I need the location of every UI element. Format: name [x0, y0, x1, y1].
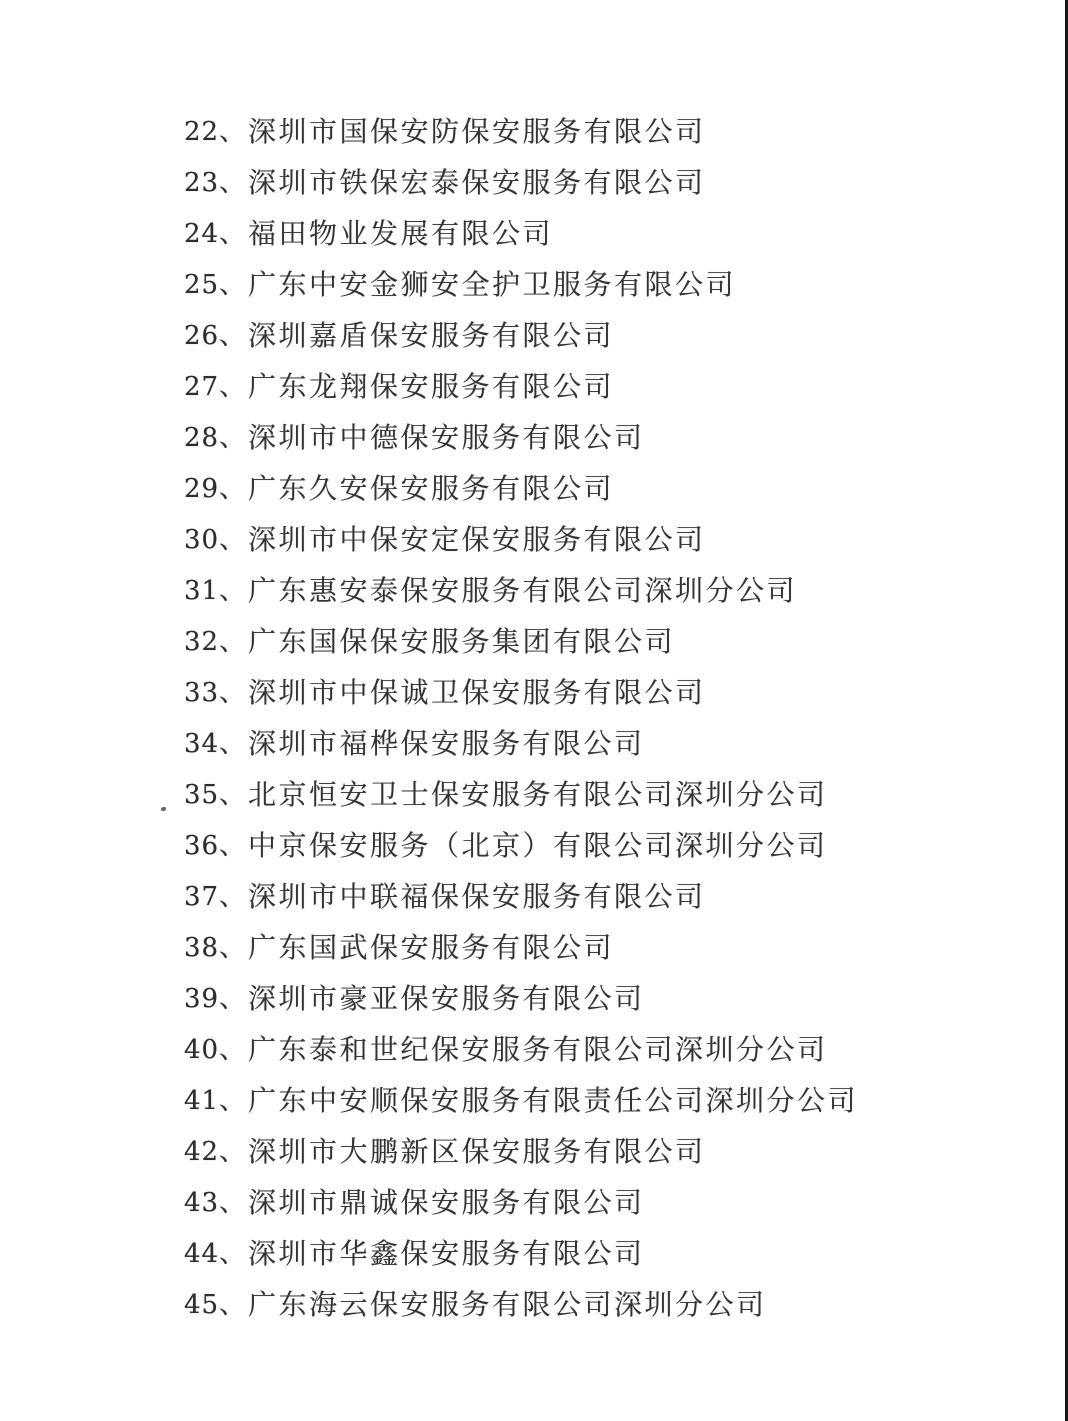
list-item: [0, 155, 1068, 206]
item-number: 34、: [184, 729, 247, 759]
item-number: 22、: [184, 117, 247, 147]
company-name: 深圳市华鑫保安服务有限公司: [248, 1236, 645, 1270]
company-name: 北京恒安卫士保安服务有限公司深圳分公司: [248, 777, 828, 811]
list-item: [0, 716, 1068, 767]
company-name: 深圳市福桦保安服务有限公司: [248, 726, 645, 760]
list-item: [0, 1175, 1068, 1226]
list-item: [0, 308, 1068, 359]
list-item: [0, 359, 1068, 410]
item-number: 44、: [184, 1239, 247, 1269]
list-item: [0, 1022, 1068, 1073]
company-name: 广东海云保安服务有限公司深圳分公司: [248, 1287, 767, 1321]
list-item: [0, 767, 1068, 818]
company-name: 广东泰和世纪保安服务有限公司深圳分公司: [248, 1032, 828, 1066]
list-item: [0, 461, 1068, 512]
company-name: 深圳嘉盾保安服务有限公司: [248, 318, 615, 352]
company-name: 深圳市中德保安服务有限公司: [248, 420, 645, 454]
item-number: 38、: [184, 933, 247, 963]
company-name: 深圳市铁保宏泰保安服务有限公司: [248, 165, 706, 199]
item-number: 37、: [184, 882, 247, 912]
list-item: [0, 818, 1068, 869]
item-number: 32、: [184, 627, 247, 657]
company-list: [0, 104, 1068, 1328]
item-number: 43、: [184, 1188, 247, 1218]
list-item: [0, 665, 1068, 716]
item-number: 29、: [184, 474, 247, 504]
item-number: 31、: [184, 576, 247, 606]
item-number: 35、: [184, 780, 247, 810]
item-number: 42、: [184, 1137, 247, 1167]
stray-ink-speck: [161, 807, 166, 811]
list-item: [0, 512, 1068, 563]
company-name: 广东惠安泰保安服务有限公司深圳分公司: [248, 573, 798, 607]
item-number: 40、: [184, 1035, 247, 1065]
company-name: 福田物业发展有限公司: [248, 216, 554, 250]
company-name: 广东久安保安服务有限公司: [248, 471, 615, 505]
company-name: 深圳市鼎诚保安服务有限公司: [248, 1185, 645, 1219]
list-item: [0, 869, 1068, 920]
item-number: 24、: [184, 219, 247, 249]
item-number: 36、: [184, 831, 247, 861]
list-item: [0, 1073, 1068, 1124]
list-item: [0, 1124, 1068, 1175]
item-number: 30、: [184, 525, 247, 555]
company-name: 广东龙翔保安服务有限公司: [248, 369, 615, 403]
list-item: [0, 410, 1068, 461]
company-name: 深圳市国保安防保安服务有限公司: [248, 114, 706, 148]
item-number: 41、: [184, 1086, 247, 1116]
company-name: 深圳市中保安定保安服务有限公司: [248, 522, 706, 556]
list-item: [0, 614, 1068, 665]
item-number: 26、: [184, 321, 247, 351]
item-number: 25、: [184, 270, 247, 300]
list-item: [0, 257, 1068, 308]
company-name: 深圳市中联福保保安服务有限公司: [248, 879, 706, 913]
item-number: 28、: [184, 423, 247, 453]
item-number: 23、: [184, 168, 247, 198]
list-item: [0, 104, 1068, 155]
list-item: [0, 206, 1068, 257]
company-name: 广东中安金狮安全护卫服务有限公司: [248, 267, 737, 301]
company-name: 深圳市豪亚保安服务有限公司: [248, 981, 645, 1015]
company-name: 深圳市大鹏新区保安服务有限公司: [248, 1134, 706, 1168]
list-item: [0, 971, 1068, 1022]
company-name: 中京保安服务（北京）有限公司深圳分公司: [248, 828, 828, 862]
item-number: 33、: [184, 678, 247, 708]
item-number: 27、: [184, 372, 247, 402]
company-name: 广东中安顺保安服务有限责任公司深圳分公司: [248, 1083, 859, 1117]
list-item: [0, 563, 1068, 614]
item-number: 39、: [184, 984, 247, 1014]
list-item: [0, 1226, 1068, 1277]
item-number: 45、: [184, 1290, 247, 1320]
company-name: 深圳市中保诚卫保安服务有限公司: [248, 675, 706, 709]
company-name: 广东国武保安服务有限公司: [248, 930, 615, 964]
list-item: [0, 920, 1068, 971]
list-item: [0, 1277, 1068, 1328]
company-name: 广东国保保安服务集团有限公司: [248, 624, 676, 658]
